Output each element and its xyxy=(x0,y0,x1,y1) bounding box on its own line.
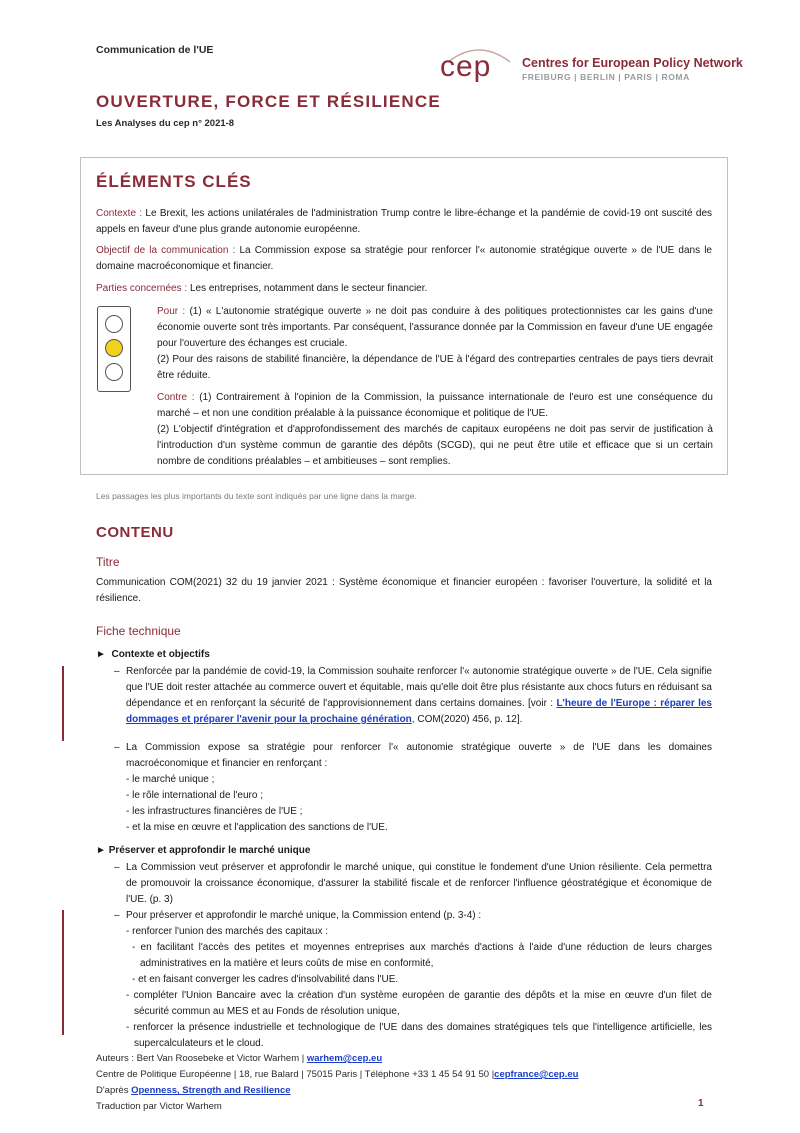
list-item: - renforcer la présence industrielle et technologique de l'UE dans des domaines stratégiques tels que l'intelligence artificielle, les supercalculateurs et le cloud. xyxy=(126,1022,712,1049)
objectif-text: La Commission expose sa stratégie pour renforcer l'« autonomie stratégique ouverte » de l'UE dans le domaine macroéconomique et financier. xyxy=(96,245,712,272)
page-number: 1 xyxy=(698,1098,704,1109)
heure-europe-link[interactable]: L'heure de l'Europe : réparer les dommages et préparer l'avenir pour la prochaine génération xyxy=(126,698,712,725)
footer xyxy=(96,1051,716,1115)
logo-cities: FREIBURG | BERLIN | PARIS | ROMA xyxy=(522,72,690,82)
pour-point-1: (1) « L'autonomie stratégique ouverte » ne doit pas conduire à des politiques protectionnistes car les gains d'une économie ouverte sont très importants. Par conséquent, l'assurance donnée par la Commission en faveur d'une UE engagée pour l'ouverture des échanges est cruciale. xyxy=(157,306,713,349)
list-item: - et la mise en œuvre et l'application des sanctions de l'UE. xyxy=(126,822,388,833)
header-label: Communication de l'UE xyxy=(96,44,214,56)
contenu-heading: CONTENU xyxy=(96,524,174,541)
section-marche-title: ► Préserver et approfondir le marché unique xyxy=(96,845,311,856)
key-points-heading: ÉLÉMENTS CLÉS xyxy=(96,172,252,191)
dash-icon: – xyxy=(114,910,120,921)
list-item: - renforcer l'union des marchés des capitaux : xyxy=(126,926,329,937)
titre-text: Communication COM(2021) 32 du 19 janvier 2021 : Système économique et financier européen : favoriser l'ouverture, la solidité et la résilience. xyxy=(96,577,712,604)
bullet-arrow-icon: ► xyxy=(96,845,109,856)
footer-translation: Traduction par Victor Warhem xyxy=(96,1101,222,1112)
s2-list xyxy=(126,924,712,1052)
s1-paragraph-1: – Renforcée par la pandémie de covid-19, la Commission souhaite renforcer l'« autonomie stratégique ouverte » de l'UE. Cela signifie que l'UE doit rester attachée au commerce ouvert et équitable, mais qu'elle doit être plus résistante aux chocs futurs en réduisant sa dépendance et en renforçant la sécurité de l'approvisionnement dans certains domaines. [voir : L'heure de l'Europe : réparer les dommages et préparer l'avenir pour la prochaine génération, COM(2020) 456, p. 12]. xyxy=(114,666,712,725)
footer-centre: Centre de Politique Européenne | 18, rue Balard | 75015 Paris | Téléphone +33 1 45 54 91 50 |cepfrance@cep.eu xyxy=(96,1069,579,1080)
page-title: OUVERTURE, FORCE ET RÉSILIENCE xyxy=(96,92,441,111)
authors-email-link[interactable]: warhem@cep.eu xyxy=(306,1053,383,1064)
dash-icon: – xyxy=(114,742,120,753)
pour-label: Pour : xyxy=(157,306,186,317)
objectif-label: Objectif de la communication : xyxy=(96,245,236,256)
fiche-heading: Fiche technique xyxy=(96,624,181,638)
contre-point-1: (1) Contrairement à l'opinion de la Commission, la puissance internationale de l'euro est une conséquence du marché – et non une condition préalable à la puissance économique et politique de l'UE. xyxy=(157,392,713,419)
list-item: - les infrastructures financières de l'UE ; xyxy=(126,806,303,817)
contre-label: Contre : xyxy=(157,392,195,403)
dash-icon: – xyxy=(114,862,120,873)
s2-paragraph-2: – Pour préserver et approfondir le marché unique, la Commission entend (p. 3-4) : xyxy=(114,908,712,924)
pour-point-2: (2) Pour des raisons de stabilité financière, la dépendance de l'UE à l'égard des contreparties centrales de pays tiers devrait être réduite. xyxy=(157,354,713,381)
contexte-paragraph xyxy=(96,206,712,238)
dash-icon: – xyxy=(114,666,120,677)
logo-network-name: Centres for European Policy Network xyxy=(522,56,743,70)
bullet-arrow-icon: ► xyxy=(96,649,112,660)
s1-list xyxy=(126,772,712,836)
logo-wordmark: cep xyxy=(440,50,492,83)
list-subitem: - et en faisant converger les cadres d'insolvabilité dans l'UE. xyxy=(132,974,399,985)
contre-point-2: (2) L'objectif d'intégration et d'approfondissement des marchés de capitaux européens ne doit pas servir de justification à l'introduction d'un système commun de garantie des dépôts (SCGD), qui ne peut être utile et efficace que si un certain nombre de conditions préalables – et ambitieuses – sont remplies. xyxy=(157,424,713,467)
traffic-light-middle-lamp xyxy=(105,339,123,357)
footer-source: D'après Openness, Strength and Resilience xyxy=(96,1085,291,1096)
parties-text: Les entreprises, notamment dans le secteur financier. xyxy=(189,283,428,294)
list-subitem: - en facilitant l'accès des petites et moyennes entreprises aux marchés d'actions à l'aide d'une réduction de leurs charges administratives en la matière et leurs coûts de mise en conformité, xyxy=(132,942,713,969)
pour-paragraph xyxy=(157,304,713,384)
traffic-light-top-lamp xyxy=(105,315,123,333)
footer-authors: Auteurs : Bert Van Roosebeke et Victor Warhem | warhem@cep.eu xyxy=(96,1053,383,1064)
centre-email-link[interactable]: cepfrance@cep.eu xyxy=(494,1069,579,1080)
margin-note: Les passages les plus importants du texte sont indiqués par une ligne dans la marge. xyxy=(96,491,417,501)
margin-importance-bar xyxy=(62,910,64,1035)
titre-heading: Titre xyxy=(96,555,120,569)
section-contexte-title: ► Contexte et objectifs xyxy=(96,649,210,660)
parties-paragraph xyxy=(96,281,712,297)
contexte-label: Contexte : xyxy=(96,208,143,219)
page-subtitle: Les Analyses du cep n° 2021-8 xyxy=(96,118,235,129)
traffic-light-icon xyxy=(97,306,131,392)
s2-paragraph-1: – La Commission veut préserver et approfondir le marché unique, qui constitue le fondement d'une Union résiliente. Cela permettra de promouvoir la croissance économique, d'assurer la stabilité fiscale et de renforcer l'influence géostratégique et économique de l'UE. (p. 3) xyxy=(114,862,712,905)
cep-logo xyxy=(440,48,743,88)
list-item: - compléter l'Union Bancaire avec la création d'un système européen de garantie des dépôts et la mise en œuvre d'un filet de sécurité commun au MES et au Fonds de résolution unique, xyxy=(126,990,712,1017)
objectif-paragraph xyxy=(96,243,712,275)
s1-paragraph-2: – La Commission expose sa stratégie pour renforcer l'« autonomie stratégique ouverte » de l'UE dans les domaines macroéconomique et financier en renforçant : xyxy=(114,742,712,769)
source-document-link[interactable]: Openness, Strength and Resilience xyxy=(131,1085,291,1096)
parties-label: Parties concernées : xyxy=(96,283,188,294)
contre-paragraph xyxy=(157,390,713,470)
list-item: - le marché unique ; xyxy=(126,774,215,785)
traffic-light-bottom-lamp xyxy=(105,363,123,381)
margin-importance-bar xyxy=(62,666,64,741)
contexte-text: Le Brexit, les actions unilatérales de l'administration Trump contre le libre-échange et la pandémie de covid-19 ont suscité des appels en faveur d'une plus grande autonomie européenne. xyxy=(96,208,712,235)
list-item: - le rôle international de l'euro ; xyxy=(126,790,263,801)
